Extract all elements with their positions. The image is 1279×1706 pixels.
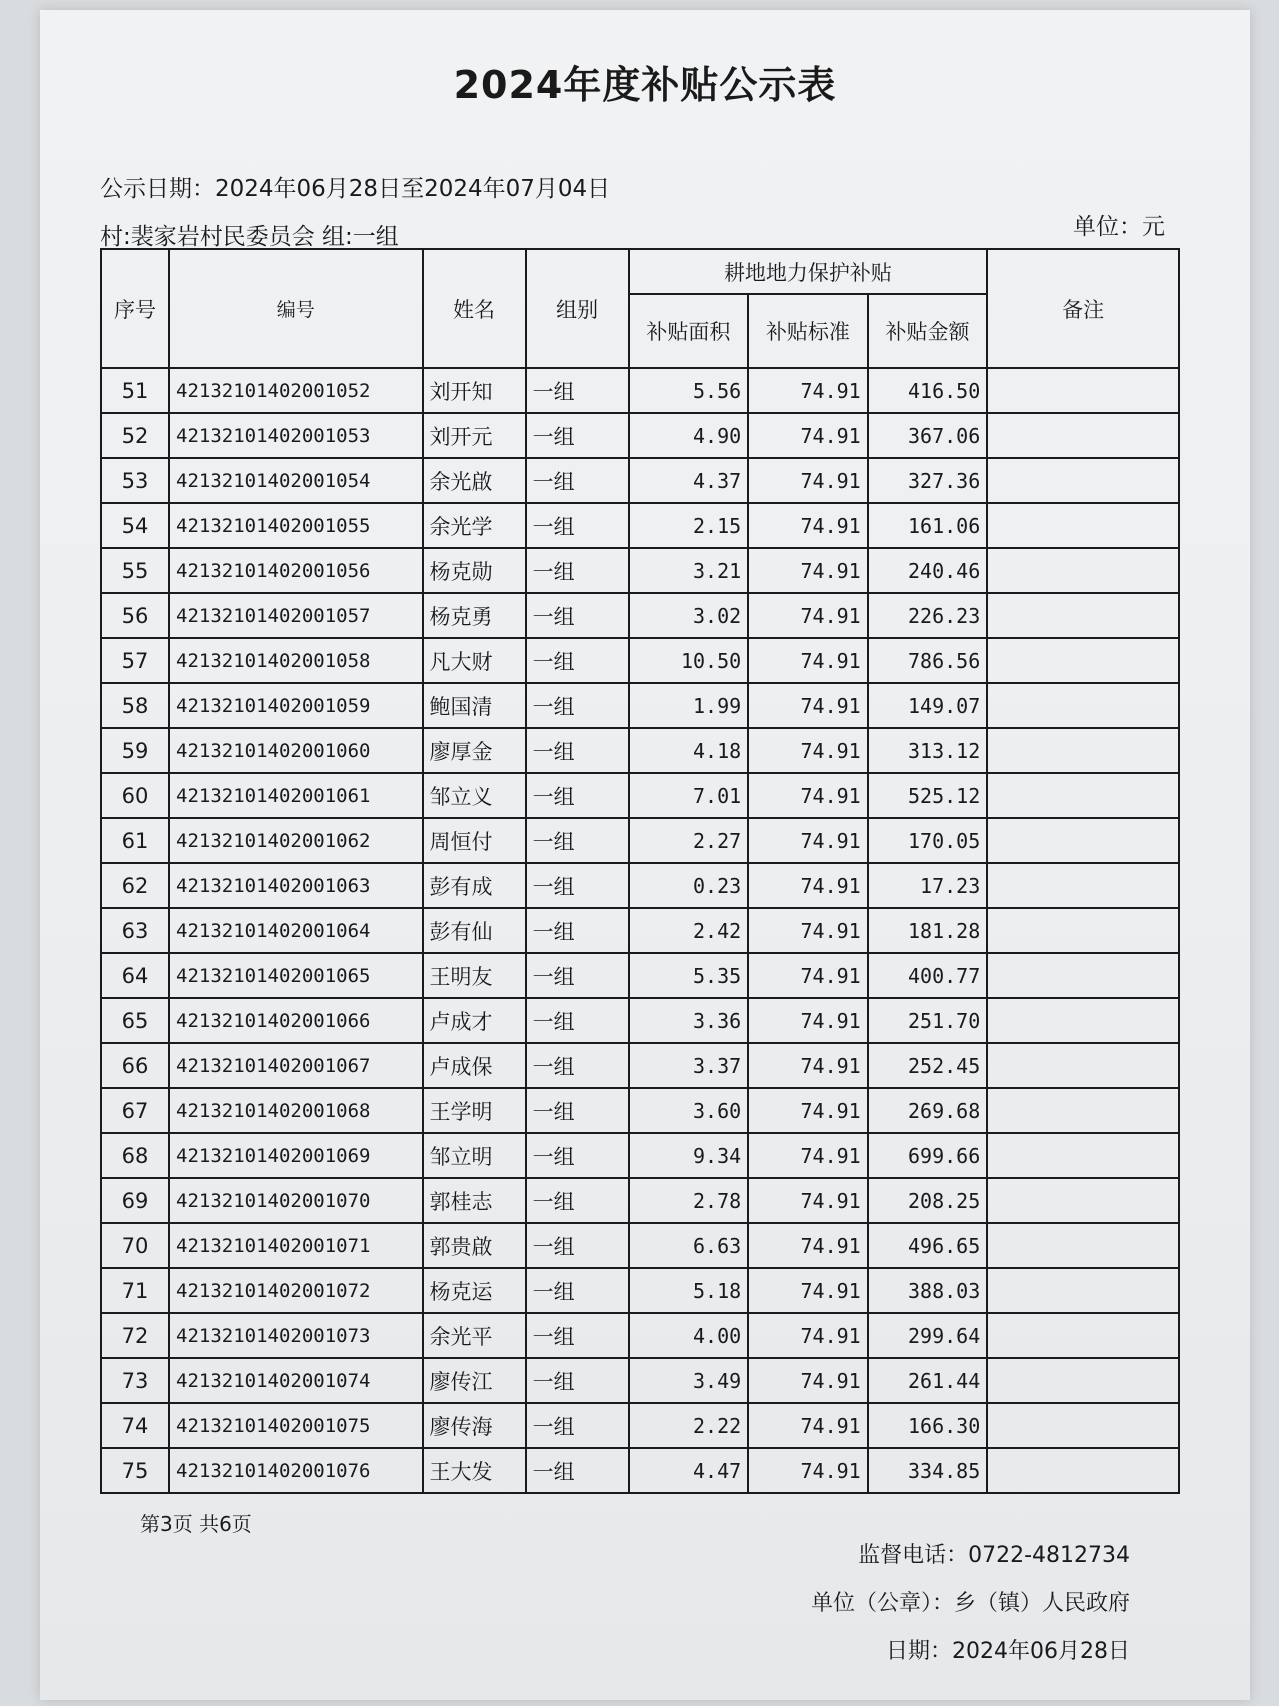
table-row [101,908,1179,953]
cell-code: 42132101402001055 [169,503,423,548]
table-row [101,773,1179,818]
cell-area: 6.63 [629,1223,749,1268]
cell-amount: 252.45 [868,1043,988,1088]
cell-group: 一组 [526,953,629,998]
cell-name: 余光平 [423,1313,526,1358]
cell-area: 3.21 [629,548,749,593]
cell-amount: 416.50 [868,368,988,413]
table-row [101,1358,1179,1403]
cell-seq: 70 [101,1223,169,1268]
cell-standard: 74.91 [748,1223,868,1268]
header-note: 备注 [987,249,1179,368]
cell-amount: 269.68 [868,1088,988,1133]
cell-name: 彭有仙 [423,908,526,953]
cell-group: 一组 [526,1043,629,1088]
cell-amount: 496.65 [868,1223,988,1268]
cell-area: 2.42 [629,908,749,953]
header-subsidy-group: 耕地地力保护补贴 [629,249,988,294]
table-row [101,1448,1179,1493]
table-row [101,1178,1179,1223]
cell-area: 4.47 [629,1448,749,1493]
document-title: 2024年度补贴公示表 [453,63,837,107]
cell-group: 一组 [526,863,629,908]
cell-seq: 73 [101,1358,169,1403]
cell-amount: 699.66 [868,1133,988,1178]
table-row [101,638,1179,683]
cell-standard: 74.91 [748,458,868,503]
cell-amount: 388.03 [868,1268,988,1313]
cell-standard: 74.91 [748,1133,868,1178]
cell-code: 42132101402001063 [169,863,423,908]
cell-amount: 181.28 [868,908,988,953]
cell-note [987,683,1179,728]
cell-code: 42132101402001065 [169,953,423,998]
cell-name: 郭桂志 [423,1178,526,1223]
table-row [101,998,1179,1043]
cell-amount: 786.56 [868,638,988,683]
cell-seq: 56 [101,593,169,638]
cell-amount: 251.70 [868,998,988,1043]
cell-name: 邹立义 [423,773,526,818]
cell-code: 42132101402001073 [169,1313,423,1358]
cell-area: 4.00 [629,1313,749,1358]
cell-group: 一组 [526,638,629,683]
cell-standard: 74.91 [748,1403,868,1448]
cell-amount: 208.25 [868,1178,988,1223]
cell-seq: 71 [101,1268,169,1313]
cell-amount: 261.44 [868,1358,988,1403]
cell-area: 2.22 [629,1403,749,1448]
currency-unit: 单位：元 [1073,214,1165,240]
cell-code: 42132101402001057 [169,593,423,638]
table-row [101,548,1179,593]
cell-standard: 74.91 [748,593,868,638]
cell-note [987,1403,1179,1448]
cell-code: 42132101402001070 [169,1178,423,1223]
cell-seq: 54 [101,503,169,548]
cell-seq: 60 [101,773,169,818]
table-row [101,1043,1179,1088]
cell-seq: 59 [101,728,169,773]
cell-seq: 75 [101,1448,169,1493]
cell-seq: 65 [101,998,169,1043]
cell-code: 42132101402001068 [169,1088,423,1133]
cell-amount: 240.46 [868,548,988,593]
table-row [101,863,1179,908]
cell-code: 42132101402001066 [169,998,423,1043]
cell-note [987,638,1179,683]
seal-unit: 单位（公章）：乡（镇）人民政府 [810,1591,1130,1616]
cell-standard: 74.91 [748,1268,868,1313]
cell-area: 3.49 [629,1358,749,1403]
issue-date: 日期：2024年06月28日 [886,1639,1130,1664]
cell-note [987,1448,1179,1493]
cell-name: 鲍国清 [423,683,526,728]
cell-name: 杨克勇 [423,593,526,638]
cell-group: 一组 [526,1358,629,1403]
cell-area: 3.60 [629,1088,749,1133]
cell-seq: 63 [101,908,169,953]
cell-group: 一组 [526,458,629,503]
cell-name: 余光学 [423,503,526,548]
table-row [101,1088,1179,1133]
cell-area: 3.37 [629,1043,749,1088]
village-group: 村:裴家岩村民委员会 组:一组 [100,224,399,250]
cell-note [987,458,1179,503]
cell-name: 廖传海 [423,1403,526,1448]
cell-code: 42132101402001067 [169,1043,423,1088]
cell-code: 42132101402001072 [169,1268,423,1313]
cell-seq: 53 [101,458,169,503]
table-body [101,368,1179,1493]
cell-name: 廖传江 [423,1358,526,1403]
cell-seq: 55 [101,548,169,593]
cell-amount: 525.12 [868,773,988,818]
cell-group: 一组 [526,728,629,773]
cell-seq: 69 [101,1178,169,1223]
cell-note [987,1223,1179,1268]
cell-standard: 74.91 [748,683,868,728]
cell-note [987,998,1179,1043]
header-group: 组别 [526,249,629,368]
cell-group: 一组 [526,1313,629,1358]
cell-area: 3.36 [629,998,749,1043]
cell-group: 一组 [526,1223,629,1268]
cell-standard: 74.91 [748,413,868,458]
cell-group: 一组 [526,1133,629,1178]
cell-note [987,1043,1179,1088]
cell-seq: 58 [101,683,169,728]
cell-area: 10.50 [629,638,749,683]
header-amount: 补贴金额 [868,294,988,368]
cell-seq: 51 [101,368,169,413]
cell-group: 一组 [526,593,629,638]
cell-area: 2.78 [629,1178,749,1223]
cell-seq: 57 [101,638,169,683]
cell-amount: 161.06 [868,503,988,548]
cell-note [987,1358,1179,1403]
cell-group: 一组 [526,413,629,458]
cell-standard: 74.91 [748,1178,868,1223]
cell-note [987,1133,1179,1178]
cell-note [987,908,1179,953]
cell-seq: 62 [101,863,169,908]
cell-standard: 74.91 [748,1358,868,1403]
cell-amount: 334.85 [868,1448,988,1493]
cell-code: 42132101402001074 [169,1358,423,1403]
cell-code: 42132101402001061 [169,773,423,818]
cell-amount: 17.23 [868,863,988,908]
table-row [101,368,1179,413]
cell-standard: 74.91 [748,638,868,683]
table-row [101,953,1179,998]
cell-note [987,728,1179,773]
table-header [101,249,1179,368]
cell-name: 郭贵啟 [423,1223,526,1268]
cell-amount: 299.64 [868,1313,988,1358]
cell-group: 一组 [526,683,629,728]
cell-note [987,1088,1179,1133]
cell-name: 王明友 [423,953,526,998]
cell-note [987,548,1179,593]
cell-name: 彭有成 [423,863,526,908]
cell-note [987,413,1179,458]
cell-standard: 74.91 [748,818,868,863]
cell-group: 一组 [526,1268,629,1313]
table-row [101,728,1179,773]
header-area: 补贴面积 [629,294,749,368]
cell-note [987,773,1179,818]
cell-area: 1.99 [629,683,749,728]
table-row [101,593,1179,638]
cell-name: 卢成保 [423,1043,526,1088]
cell-code: 42132101402001056 [169,548,423,593]
header-name: 姓名 [423,249,526,368]
cell-amount: 226.23 [868,593,988,638]
table-row [101,1223,1179,1268]
cell-area: 0.23 [629,863,749,908]
table-row [101,683,1179,728]
cell-seq: 64 [101,953,169,998]
cell-code: 42132101402001053 [169,413,423,458]
table-row [101,1268,1179,1313]
table-row [101,818,1179,863]
table-row [101,458,1179,503]
subsidy-table [100,248,1180,1494]
cell-standard: 74.91 [748,503,868,548]
cell-code: 42132101402001069 [169,1133,423,1178]
cell-name: 卢成才 [423,998,526,1043]
cell-group: 一组 [526,548,629,593]
cell-name: 邹立明 [423,1133,526,1178]
cell-group: 一组 [526,773,629,818]
cell-code: 42132101402001060 [169,728,423,773]
cell-amount: 149.07 [868,683,988,728]
cell-standard: 74.91 [748,548,868,593]
cell-standard: 74.91 [748,953,868,998]
cell-standard: 74.91 [748,908,868,953]
cell-area: 2.27 [629,818,749,863]
header-code: 编号 [169,249,423,368]
notice-sheet [40,10,1250,1700]
cell-area: 5.18 [629,1268,749,1313]
cell-group: 一组 [526,503,629,548]
cell-amount: 400.77 [868,953,988,998]
cell-note [987,368,1179,413]
table-row [101,1313,1179,1358]
cell-group: 一组 [526,998,629,1043]
header-standard: 补贴标准 [748,294,868,368]
cell-amount: 166.30 [868,1403,988,1448]
cell-standard: 74.91 [748,368,868,413]
cell-area: 7.01 [629,773,749,818]
cell-area: 3.02 [629,593,749,638]
cell-name: 王大发 [423,1448,526,1493]
cell-area: 5.35 [629,953,749,998]
cell-code: 42132101402001058 [169,638,423,683]
cell-group: 一组 [526,1448,629,1493]
cell-area: 9.34 [629,1133,749,1178]
cell-note [987,503,1179,548]
cell-standard: 74.91 [748,998,868,1043]
cell-area: 4.37 [629,458,749,503]
cell-group: 一组 [526,818,629,863]
cell-code: 42132101402001062 [169,818,423,863]
cell-amount: 367.06 [868,413,988,458]
cell-group: 一组 [526,1088,629,1133]
cell-seq: 67 [101,1088,169,1133]
cell-name: 王学明 [423,1088,526,1133]
cell-seq: 68 [101,1133,169,1178]
cell-note [987,1268,1179,1313]
cell-area: 4.90 [629,413,749,458]
cell-seq: 61 [101,818,169,863]
cell-area: 2.15 [629,503,749,548]
cell-name: 廖厚金 [423,728,526,773]
cell-group: 一组 [526,1178,629,1223]
cell-seq: 66 [101,1043,169,1088]
page-info: 第3页 共6页 [140,1512,252,1536]
cell-standard: 74.91 [748,1088,868,1133]
cell-standard: 74.91 [748,728,868,773]
cell-note [987,1178,1179,1223]
table-row [101,1133,1179,1178]
cell-group: 一组 [526,908,629,953]
cell-code: 42132101402001064 [169,908,423,953]
cell-name: 刘开元 [423,413,526,458]
notice-period: 公示日期：2024年06月28日至2024年07月04日 [100,176,611,202]
table-row [101,503,1179,548]
table-row [101,1403,1179,1448]
cell-name: 杨克勋 [423,548,526,593]
cell-area: 5.56 [629,368,749,413]
cell-seq: 52 [101,413,169,458]
header-seq: 序号 [101,249,169,368]
cell-amount: 327.36 [868,458,988,503]
cell-group: 一组 [526,368,629,413]
cell-amount: 313.12 [868,728,988,773]
cell-code: 42132101402001052 [169,368,423,413]
cell-code: 42132101402001075 [169,1403,423,1448]
cell-name: 周恒付 [423,818,526,863]
cell-note [987,953,1179,998]
cell-area: 4.18 [629,728,749,773]
cell-name: 杨克运 [423,1268,526,1313]
cell-standard: 74.91 [748,863,868,908]
cell-code: 42132101402001076 [169,1448,423,1493]
cell-standard: 74.91 [748,1313,868,1358]
cell-group: 一组 [526,1403,629,1448]
cell-note [987,863,1179,908]
cell-standard: 74.91 [748,773,868,818]
cell-standard: 74.91 [748,1043,868,1088]
cell-standard: 74.91 [748,1448,868,1493]
cell-seq: 74 [101,1403,169,1448]
cell-note [987,818,1179,863]
cell-amount: 170.05 [868,818,988,863]
supervision-phone: 监督电话：0722-4812734 [858,1543,1130,1568]
cell-code: 42132101402001054 [169,458,423,503]
cell-code: 42132101402001059 [169,683,423,728]
cell-note [987,593,1179,638]
cell-name: 刘开知 [423,368,526,413]
cell-seq: 72 [101,1313,169,1358]
cell-name: 余光啟 [423,458,526,503]
cell-note [987,1313,1179,1358]
cell-code: 42132101402001071 [169,1223,423,1268]
cell-name: 凡大财 [423,638,526,683]
table-row [101,413,1179,458]
